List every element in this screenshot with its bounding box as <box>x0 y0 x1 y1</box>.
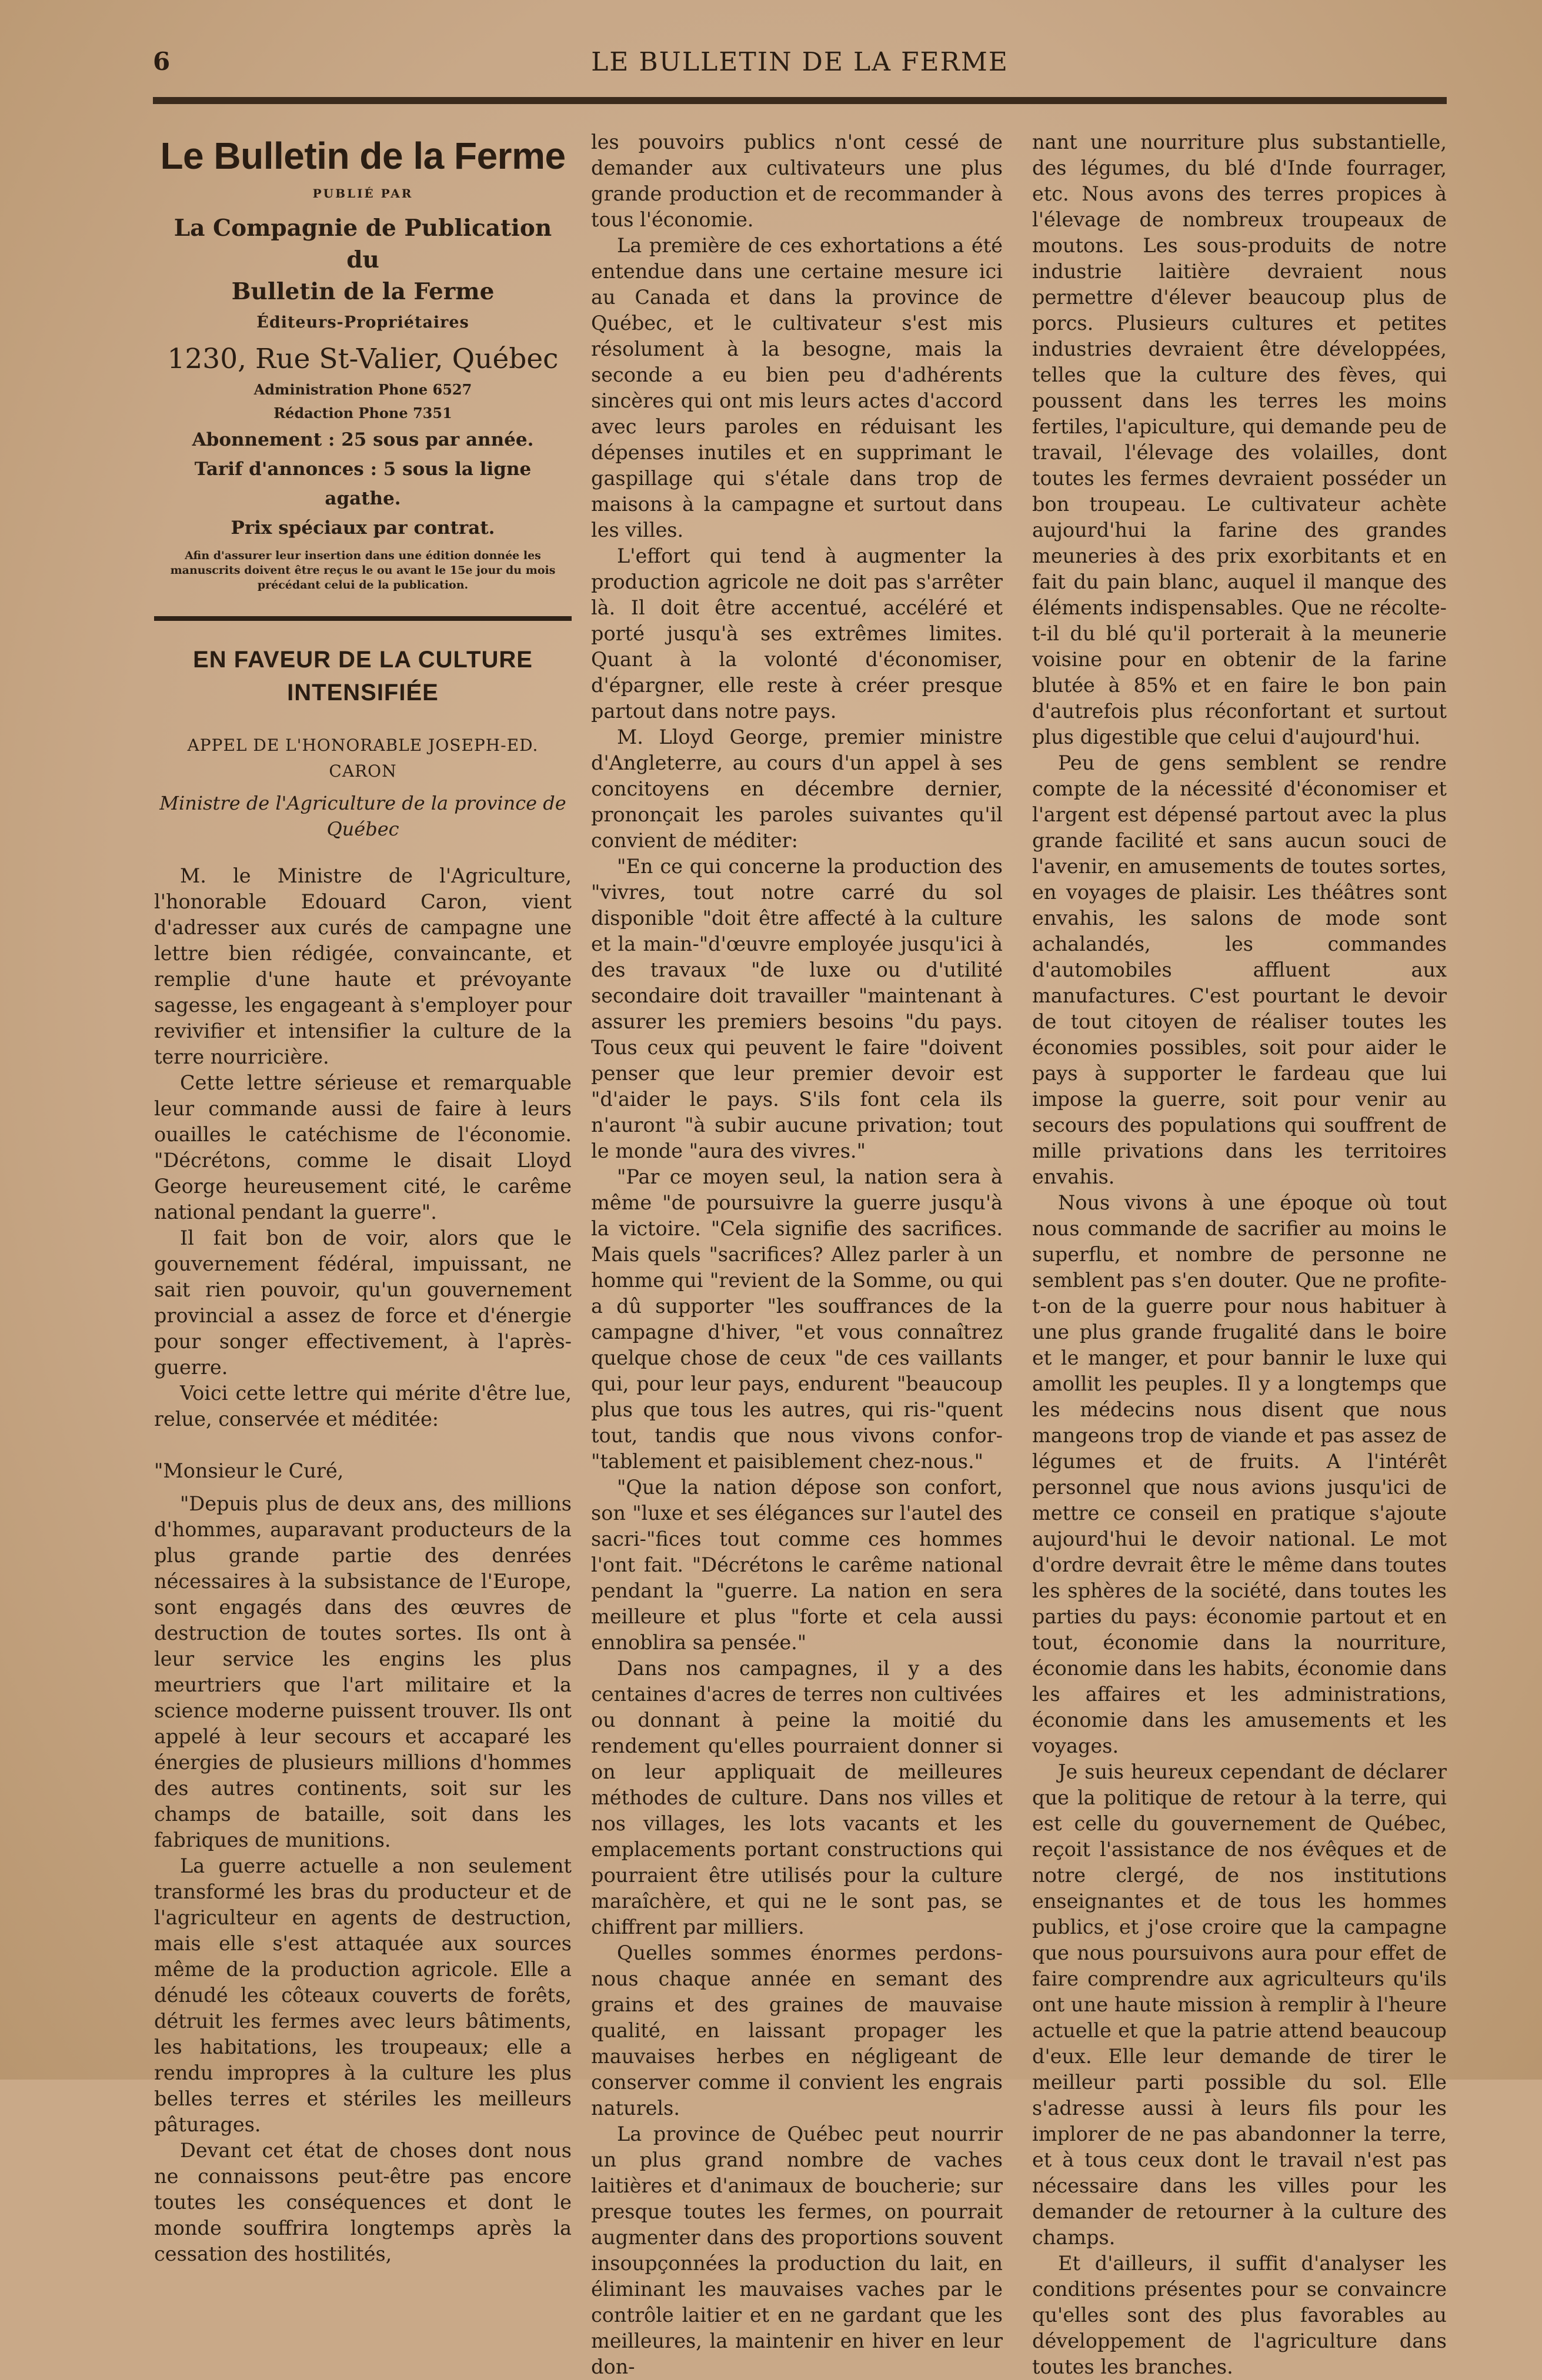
masthead-title: Le Bulletin de la Ferme <box>160 135 566 177</box>
paragraph: La guerre actuelle a non seulement transformé les bras du producteur et de l'agriculteur en agents de destruction, mais elle s'est attaquée aux sources même de la production agricole. Elle a dénudé les côteaux couverts de forêts, détruit les fermes avec leurs bâtiments, les habitations, les troupeaux; elle a rendu impropres à la culture les plus belles terres et stériles les meilleurs pâturages. <box>154 1854 572 2136</box>
paragraph: La première de ces exhortations a été entendue dans une certaine mesure ici au Canada et dans la province de Québec, et le cultivateur s'est mis résolument à la besogne, mais la seconde a eu bien peu d'adhérents sincères qui ont mis leurs actes d'accord avec leurs paroles en réduisant les dépenses inutiles et en supprimant le gaspillage qui s'étale dans trop de maisons à la campagne et surtout dans les villes. <box>591 234 1003 541</box>
article-minister: Ministre de l'Agriculture de la province de Québec <box>159 792 566 840</box>
header-rule <box>153 97 1447 104</box>
paragraph: Dans nos campagnes, il y a des centaines d'acres de terres non cultivées ou donnant à peine la moitié du rendement qu'elles pourraient donner si on leur appliquait de meilleures méthodes de culture. Dans nos villes et nos villages, les lots vacants et les emplacements portant constructions qui pourraient être utilisés pour la culture maraîchère, et qui ne le sont pas, se chiffrent par milliers. <box>591 1657 1003 1938</box>
paragraph: les pouvoirs publics n'ont cessé de demander aux cultivateurs une plus grande production et de recommander à tous l'économie. <box>591 131 1003 231</box>
masthead-address: 1230, Rue St-Valier, Québec <box>167 343 559 375</box>
paragraph: "Depuis plus de deux ans, des millions d'hommes, auparavant producteurs de la plus grande partie des denrées nécessaires à la subsistance de l'Europe, sont engagés dans des œuvres de destruction de toutes sortes. Ils ont à leur service les engins les plus meurtriers que l'art militaire et la science moderne puissent trouver. Ils ont appelé à leur secours et accaparé les énergies de plusieurs millions d'hommes des autres continents, soit sur les champs de bataille, soit dans les fabriques de munitions. <box>154 1492 572 1851</box>
running-title: LE BULLETIN DE LA FERME <box>591 47 1009 77</box>
paragraph: M. le Ministre de l'Agriculture, l'honorable Edouard Caron, vient d'adresser aux curés de campagne une lettre bien rédigée, convaincante, et remplie d'une haute et prévoyante sagesse, les engageant à s'employer pour revivifier et intensifier la culture de la terre nourricière. <box>154 864 572 1068</box>
masthead-note: Afin d'assurer leur insertion dans une édition donnée les manuscrits doivent être reçus le ou avant le 15e jour du mois précédant celui de la publication. <box>170 549 556 591</box>
masthead-admin-phone: Administration Phone 6527 <box>253 381 472 398</box>
masthead-subscription: Abonnement : 25 sous par année. <box>192 429 534 450</box>
paragraph: "En ce qui concerne la production des "vivres, tout notre carré du sol disponible "doit être affecté à la culture et la main-"d'œuvre employée jusqu'ici à des travaux "de luxe ou d'utilité secondaire doit travailler "maintenant à assurer les premiers besoins "du pays. Tous ceux qui peuvent le faire "doivent penser que leur premier devoir est "d'aider le pays. S'ils font cela ils n'auront "à subir aucune privation; tout le monde "aura des vivres." <box>591 855 1003 1162</box>
salutation: "Monsieur le Curé, <box>154 1459 344 1482</box>
paragraph: Voici cette lettre qui mérite d'être lue, relue, conservée et méditée: <box>154 1382 572 1430</box>
column-2 <box>591 129 1003 2380</box>
column-3 <box>1032 129 1447 2380</box>
paragraph: M. Lloyd George, premier ministre d'Angleterre, au cours d'un appel à ses concitoyens en décembre dernier, prononçait les paroles suivantes qu'il convient de méditer: <box>591 726 1003 852</box>
masthead-special-prices: Prix spéciaux par contrat. <box>231 517 495 539</box>
paragraph: L'effort qui tend à augmenter la production agricole ne doit pas s'arrêter là. Il doit être accentué, accéléré et porté jusqu'à ses extrêmes limites. Quant à la volonté d'économiser, d'épargner, elle reste à créer presque partout dans notre pays. <box>591 544 1003 723</box>
paragraph: Peu de gens semblent se rendre compte de la nécessité d'économiser et l'argent est dépensé partout avec la plus grande facilité et sans aucun souci de l'avenir, en amusements de toutes sortes, en voyages de plaisir. Les théâtres sont envahis, les salons de mode sont achalandés, les commandes d'automobiles affluent aux manufactures. C'est pourtant le devoir de tout citoyen de réaliser toutes les économies possibles, soit pour aider le pays à supporter le fardeau que lui impose la guerre, soit pour venir au secours des populations qui souffrent de mille privations dans les territoires envahis. <box>1032 751 1447 1188</box>
masthead-company-1: La Compagnie de Publication du <box>173 215 552 273</box>
paragraph: Et d'ailleurs, il suffit d'analyser les conditions présentes pour se convaincre qu'elles sont des plus favorables au développement de l'agriculture dans toutes les branches. <box>1032 2252 1447 2378</box>
paragraph: La province de Québec peut nourrir un plus grand nombre de vaches laitières et d'animaux de boucherie; sur presque toutes les fermes, on pourrait augmenter dans des proportions souvent insoupçonnées la production du lait, en éliminant les mauvaises vaches par le contrôle laitier et en ne gardant que les meilleures, la maintenir en hiver en leur don- <box>591 2122 1003 2378</box>
masthead-rule <box>154 616 572 621</box>
column-1 <box>154 129 572 2267</box>
masthead-published-by: PUBLIÉ PAR <box>312 186 413 200</box>
article-heading: EN FAVEUR DE LA CULTURE INTENSIFIÉE <box>193 647 533 706</box>
paragraph: Il fait bon de voir, alors que le gouvernement fédéral, impuissant, ne sait rien pouvoir, qu'un gouvernement provincial a assez de force et d'énergie pour songer effectivement, à l'après-guerre. <box>154 1226 572 1379</box>
page-number: 6 <box>153 47 171 76</box>
paragraph: "Que la nation dépose son confort, son "luxe et ses élégances sur l'autel des sacri-"fices tout comme ces hommes l'ont fait. "Décrétons le carême national pendant la "guerre. La nation en sera meilleure et plus "forte et cela aussi ennoblira sa pensée." <box>591 1476 1003 1654</box>
paragraph: Je suis heureux cependant de déclarer que la politique de retour à la terre, qui est celle du gouvernement de Québec, reçoit l'assistance de nos évêques et de notre clergé, de nos institutions enseignantes et de tous les hommes publics, et j'ose croire que la campagne que nous poursuivons aura pour effet de faire comprendre aux agriculteurs qu'ils ont une haute mission à remplir à l'heure actuelle et que la patrie attend beaucoup d'eux. Elle leur demande de tirer le meilleur parti possible du sol. Elle s'adresse aussi à leurs fils pour les implorer de ne pas abandonner la terre, et à tous ceux dont le travail n'est pas nécessaire dans les villes pour les demander de retourner à la culture des champs. <box>1032 1760 1447 2249</box>
masthead-company-2: Bulletin de la Ferme <box>231 278 495 305</box>
paragraph: Devant cet état de choses dont nous ne connaissons peut-être pas encore toutes les conséquences et dont le monde souffrira longtemps après la cessation des hostilités, <box>154 2139 572 2265</box>
paragraph: Quelles sommes énormes perdons-nous chaque année en semant des grains et des graines de mauvaise qualité, en laissant propager les mauvaises herbes en négligeant de conserver comme il convient les engrais naturels. <box>591 1941 1003 2120</box>
paragraph: "Par ce moyen seul, la nation sera à même "de poursuivre la guerre jusqu'à la victoire. "Cela signifie des sacrifices. Mais quels "sacrifices? Allez parler à un homme qui "revient de la Somme, ou qui a dû supporter "les souffrances de la campagne d'hiver, "et vous connaîtrez quelque chose de ceux "de ces vaillants qui, pour leur pays, endurent "beaucoup plus que tous les autres, qui ris-"quent tout, tandis que nous vivons confor-"tablement et paisiblement chez-nous." <box>591 1165 1003 1473</box>
page-header <box>153 41 1447 88</box>
paragraph: nant une nourriture plus substantielle, des légumes, du blé d'Inde fourrager, etc. Nous avons des terres propices à l'élevage de nombreux troupeaux de moutons. Les sous-produits de notre industrie laitière devraient nous permettre d'élever beaucoup plus de porcs. Plusieurs cultures et petites industries devraient être développées, telles que la culture des fèves, qui poussent dans les terres les moins fertiles, l'apiculture, qui demande peu de travail, l'élevage des volailles, dont toutes les fermes devraient posséder un bon troupeau. Le cultivateur achète aujourd'hui la farine des grandes meuneries à des prix exorbitants et en fait du pain blanc, auquel il manque des éléments indispensables. Que ne récolte-t-il du blé qu'il porterait à la meunerie voisine pour en obtenir de la farine blutée à 85% et en faire le bon pain d'autrefois plus réconfortant et surtout plus digestible que celui d'aujourd'hui. <box>1032 131 1447 748</box>
paragraph: Cette lettre sérieuse et remarquable leur commande aussi de faire à leurs ouailles le catéchisme de l'économie. "Décrétons, comme le disait Lloyd George heureusement cité, le carême national pendant la guerre". <box>154 1071 572 1224</box>
masthead-editors: Éditeurs-Propriétaires <box>256 313 469 332</box>
masthead-redaction-phone: Rédaction Phone 7351 <box>273 405 452 422</box>
masthead-ad-rate: Tarif d'annonces : 5 sous la ligne agathe. <box>194 459 532 509</box>
article-appeal: APPEL DE L'HONORABLE JOSEPH-ED. CARON <box>187 736 539 781</box>
paragraph: Nous vivons à une époque où tout nous commande de sacrifier au moins le superflu, et nombre de personne ne semblent pas s'en douter. Que ne profite-t-on de la guerre pour nous habituer à une plus grande frugalité dans le boire et le manger, et pour bannir le luxe qui amollit les peuples. Il y a longtemps que les médecins nous disent que nous mangeons trop de viande et pas assez de légumes et de fruits. A l'intérêt personnel que nous avions jusqu'ici de mettre ce conseil en pratique s'ajoute aujourd'hui le devoir national. Le mot d'ordre devrait être le même dans toutes les sphères de la société, dans toutes les parties du pays: économie partout et en tout, économie dans la nourriture, économie dans les habits, économie dans les affaires et les administrations, économie dans les amusements et les voyages. <box>1032 1191 1447 1757</box>
